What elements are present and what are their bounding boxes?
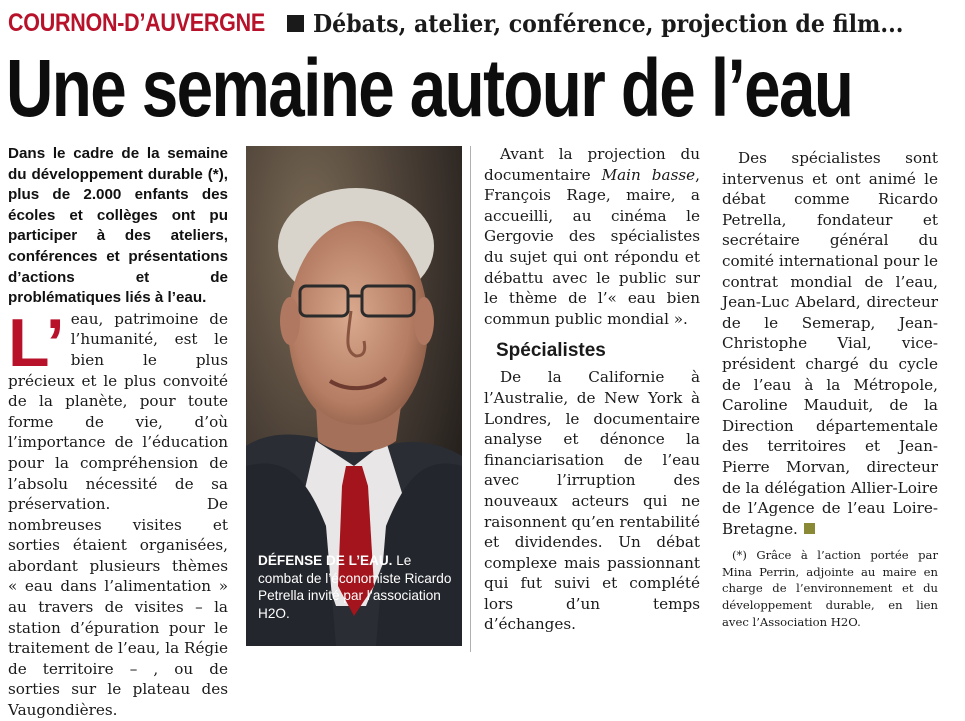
paragraph-2-text-a: Avant la projection du documentaire — [484, 145, 700, 184]
caption-text: Le combat de l’économiste Ricardo Petrella invité par l’association H2O. — [258, 553, 452, 621]
column-rule — [470, 146, 471, 652]
subhead-specialistes: Spécialistes — [496, 340, 606, 362]
column-4 — [722, 144, 938, 630]
dropcap: L’ — [8, 304, 65, 381]
column-3 — [484, 144, 700, 635]
caption-title: DÉFENSE DE L’EAU. — [258, 553, 393, 568]
column-1 — [8, 144, 228, 721]
paragraph-2-text-b: , François Rage, maire, a accueilli, au cinéma le Gergovie des spécialistes du sujet qui ont répondu et débattu avec le public sur le thème de l’« eau bien commun public mondial ». — [484, 165, 700, 328]
kicker-text: Débats, atelier, conférence, projection de film... — [312, 8, 904, 38]
kicker — [8, 6, 955, 40]
footnote: (*) Grâce à l’action portée par Mina Perrin, adjointe au maire en charge de l’environnement et du développement durable, en lien avec l’Association H2O. — [722, 548, 938, 629]
paragraph-1-text: eau, patrimoine de l’humanité, est le bien le plus précieux et le plus convoité de la planète, pour toute forme de vie, d’où l’importance de l’éducation pour la compréhension de l’absolu nécessité de sa préservation. De nombreuses visites et sorties étaient organisées, abordant plusieurs thèmes « eau dans l’alimentation » au travers de visites – la station d’épuration pour le traitement de l’eau, la Régie de territoire – , ou de sorties sur le plateau des Vaugondières. — [8, 309, 228, 720]
kicker-square-icon — [287, 15, 304, 32]
chapo: Dans le cadre de la semaine du développement durable (*), plus de 2.000 enfants des écoles et collèges ont pu participer à des ateliers, conférences et présentations d’actions et de problématiques liés à l’eau. — [8, 145, 228, 307]
paragraph-4 — [722, 148, 938, 539]
end-of-article-square-icon — [804, 523, 815, 534]
paragraph-1 — [8, 304, 228, 721]
photo-caption — [258, 552, 454, 622]
paragraph-3: De la Californie à l’Australie, de New York à Londres, le documentaire analyse et dénonce la financiarisation de l’eau avec l’irruption des nouveaux acteurs qui ne raisonnent qu’en rentabilité et dividendes. Un débat complexe mais passionnant qui fut suivi et complété lors d’un temps d’échanges. — [484, 368, 700, 634]
kicker-place: COURNON-D’AUVERGNE — [8, 8, 265, 37]
paragraph-4-text: Des spécialistes sont intervenus et ont animé le débat comme Ricardo Petrella, fondateur et secrétaire général du comité international pour le contrat mondial de l’eau, Jean-Luc Abelard, directeur de le Semerap, Jean-Christophe Vial, vice-président chargé du cycle de l’eau à la Métropole, Caroline Mauduit, de la Direction départementale des territoires et Jean-Pierre Morvan, directeur de la délégation Allier-Loire de l’Agence de l’eau Loire-Bretagne. — [722, 149, 938, 538]
headline: Une semaine autour de l’eau — [6, 43, 853, 134]
photo — [246, 146, 462, 646]
film-title: Main basse — [601, 165, 696, 184]
paragraph-2 — [484, 144, 700, 329]
